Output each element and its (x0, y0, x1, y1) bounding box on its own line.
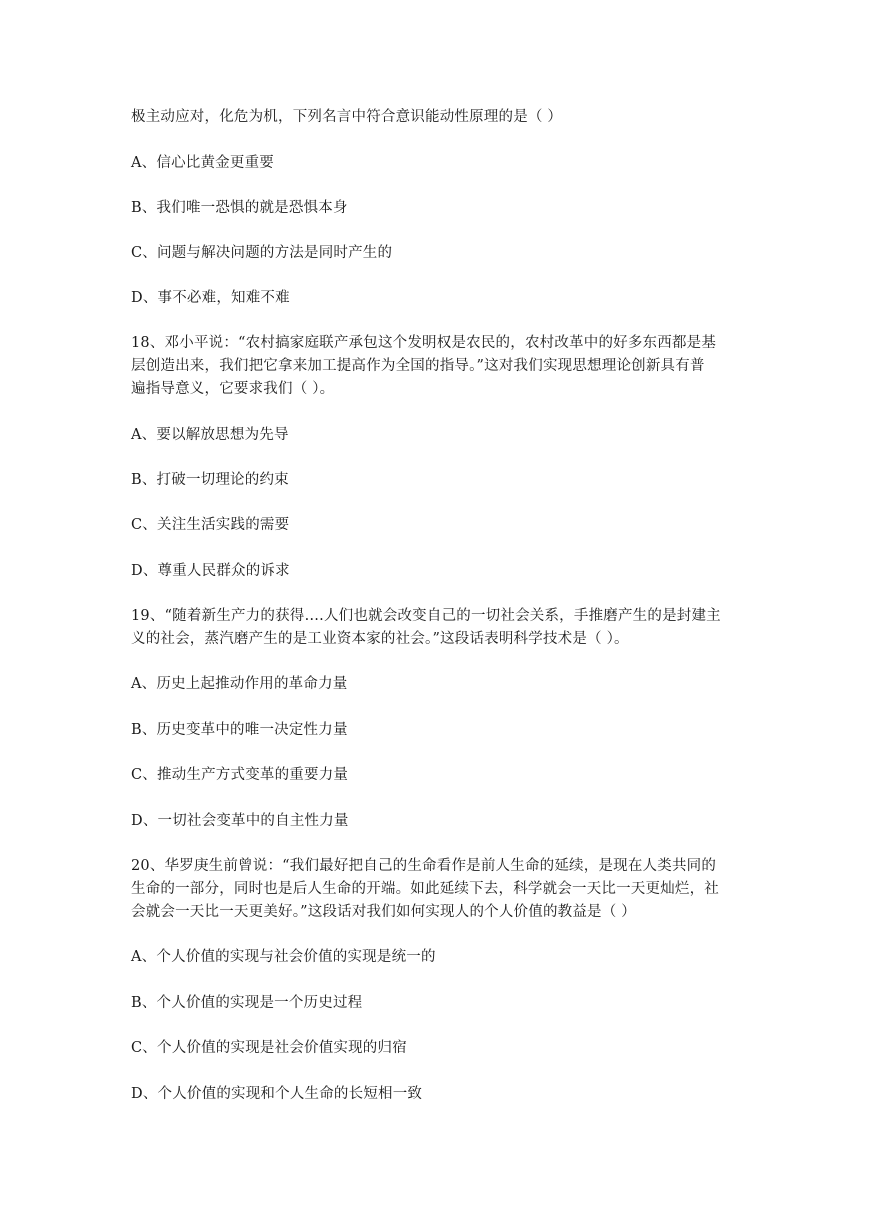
q19-stem-line-1: 19、“随着新生产力的获得….人们也就会改变自己的一切社会关系，手推磨产生的是封建主 (131, 608, 721, 624)
q17-option-a: A、信心比黄金更重要 (131, 155, 274, 171)
q18-option-a: A、要以解放思想为先导 (131, 427, 289, 443)
q20-option-d: D、个人价值的实现和个人生命的长短相一致 (131, 1086, 423, 1102)
q17-option-c: C、问题与解决问题的方法是同时产生的 (131, 245, 393, 261)
q20-stem-line-2: 生命的一部分，同时也是后人生命的开端。如此延续下去，科学就会一天比一天更灿烂，社 (131, 881, 719, 897)
q17-option-d: D、事不必难，知难不难 (131, 290, 290, 306)
q18-option-b: B、打破一切理论的约束 (131, 472, 289, 488)
q20-stem-line-1: 20、华罗庚生前曾说：“我们最好把自己的生命看作是前人生命的延续，是现在人类共同的 (131, 858, 717, 874)
q20-option-c: C、个人价值的实现是社会价值实现的归宿 (131, 1040, 407, 1056)
q19-stem-line-2: 义的社会，蒸汽磨产生的是工业资本家的社会。”这段话表明科学技术是（ ）。 (131, 631, 629, 647)
q20-stem-line-3: 会就会一天比一天更美好。”这段话对我们如何实现人的个人价值的教益是（ ） (131, 904, 636, 920)
q18-stem-line-1: 18、邓小平说：“农村搞家庭联产承包这个发明权是农民的，农村改革中的好多东西都是基 (131, 335, 717, 351)
q19-option-d: D、一切社会变革中的自主性力量 (131, 813, 349, 829)
q17-option-b: B、我们唯一恐惧的就是恐惧本身 (131, 200, 348, 216)
q19-option-b: B、历史变革中的唯一决定性力量 (131, 722, 348, 738)
q18-stem-line-3: 遍指导意义，它要求我们（ ）。 (131, 381, 335, 397)
q18-option-c: C、关注生活实践的需要 (131, 517, 290, 533)
q19-option-c: C、推动生产方式变革的重要力量 (131, 767, 349, 783)
q20-option-a: A、个人价值的实现与社会价值的实现是统一的 (131, 949, 436, 965)
q19-option-a: A、历史上起推动作用的革命力量 (131, 676, 348, 692)
q18-stem-line-2: 层创造出来，我们把它拿来加工提高作为全国的指导。”这对我们实现思想理论创新具有普 (131, 358, 705, 374)
q20-option-b: B、个人价值的实现是一个历史过程 (131, 995, 363, 1011)
q17-stem-line: 极主动应对，化危为机，下列名言中符合意识能动性原理的是（ ） (131, 109, 563, 125)
q18-option-d: D、尊重人民群众的诉求 (131, 563, 290, 579)
